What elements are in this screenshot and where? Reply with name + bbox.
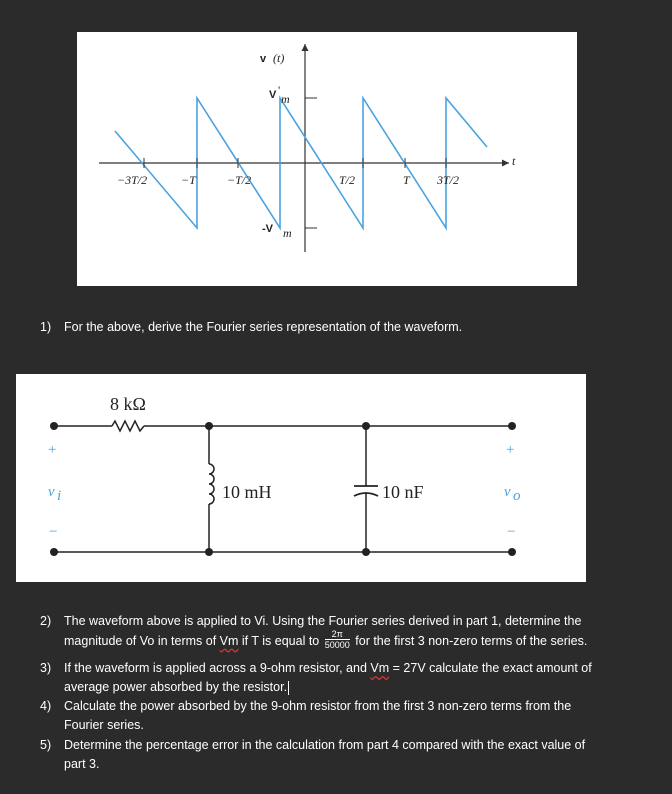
sawtooth-graph <box>77 32 577 286</box>
question-2-continued <box>64 631 664 652</box>
question-4-continued <box>64 716 664 735</box>
inductor-symbol <box>209 464 214 504</box>
tick-label: T <box>403 173 410 187</box>
fraction-denominator: 50000 <box>324 640 350 650</box>
output-terminal <box>508 422 516 430</box>
question-text: Fourier series. <box>64 718 144 732</box>
input-terminal <box>50 548 58 556</box>
text-cursor <box>288 681 289 695</box>
question-number: 5) <box>40 738 52 752</box>
question-number: 4) <box>40 699 52 713</box>
question-3-continued <box>64 678 664 697</box>
tick-label: T/2 <box>339 173 356 187</box>
vo-minus: − <box>507 524 516 540</box>
capacitor-label: 10 nF <box>382 482 424 502</box>
inductor-label: 10 mH <box>222 482 272 502</box>
vm-bottom-label: -V <box>262 223 273 235</box>
question-number: 1) <box>40 320 52 334</box>
tick-label: 3T/2 <box>437 173 460 187</box>
v-axis-label: v <box>260 53 267 65</box>
vm-top-prime: ' <box>278 83 281 97</box>
question-text: Determine the percentage error in the calculation from part 4 compared with the exact value of <box>64 738 586 752</box>
text-fragment: = 27V calculate the exact amount of <box>392 661 592 675</box>
question-number: 2) <box>40 614 52 628</box>
vm-top-sub: m <box>281 92 290 106</box>
question-text: Calculate the power absorbed by the 9-ohm resistor from the first 3 non-zero terms from the <box>64 699 572 713</box>
circuit-figure <box>16 374 586 582</box>
waveform-figure <box>77 32 577 286</box>
resistor-label: 8 kΩ <box>110 394 146 414</box>
vi-minus: − <box>49 524 58 540</box>
tick-label: −3T/2 <box>117 173 148 187</box>
question-text: The waveform above is applied to Vi. Using the Fourier series derived in part 1, determine the <box>64 614 582 628</box>
text-fragment: If the waveform is applied across a 9-ohm resistor, and <box>64 661 367 675</box>
output-terminal <box>508 548 516 556</box>
vm-top-label: V <box>269 89 277 101</box>
lc-filter-circuit <box>16 374 586 582</box>
text-fragment: Vm <box>219 633 239 648</box>
text-fragment: if T is equal to <box>241 633 320 648</box>
text-fragment: magnitude of Vo in terms of <box>64 633 217 648</box>
tick-label: −T <box>181 173 196 187</box>
t-axis-label: t <box>512 154 516 168</box>
vo-plus: + <box>506 442 515 458</box>
text-fragment: for the first 3 non-zero terms of the series. <box>355 633 588 648</box>
question-text <box>64 659 592 678</box>
question-text: part 3. <box>64 757 100 771</box>
fraction-numerator: 2π <box>325 629 350 640</box>
question-text: For the above, derive the Fourier series representation of the waveform. <box>64 320 463 334</box>
resistor-symbol <box>112 421 144 431</box>
vo-sub: o <box>513 488 521 504</box>
question-5-continued <box>64 755 664 774</box>
vi-label: v <box>48 484 55 500</box>
question-number: 3) <box>40 661 52 675</box>
vi-plus: + <box>48 442 57 458</box>
vm-bottom-sub: m <box>283 226 292 240</box>
question-text: average power absorbed by the resistor. <box>64 680 288 694</box>
fraction <box>325 629 350 650</box>
tick-label: −T/2 <box>227 173 252 187</box>
vo-label: v <box>504 484 511 500</box>
vi-sub: i <box>57 488 62 504</box>
text-fragment: Vm <box>370 661 390 675</box>
v-axis-label-t: (t) <box>273 51 285 65</box>
input-terminal <box>50 422 58 430</box>
